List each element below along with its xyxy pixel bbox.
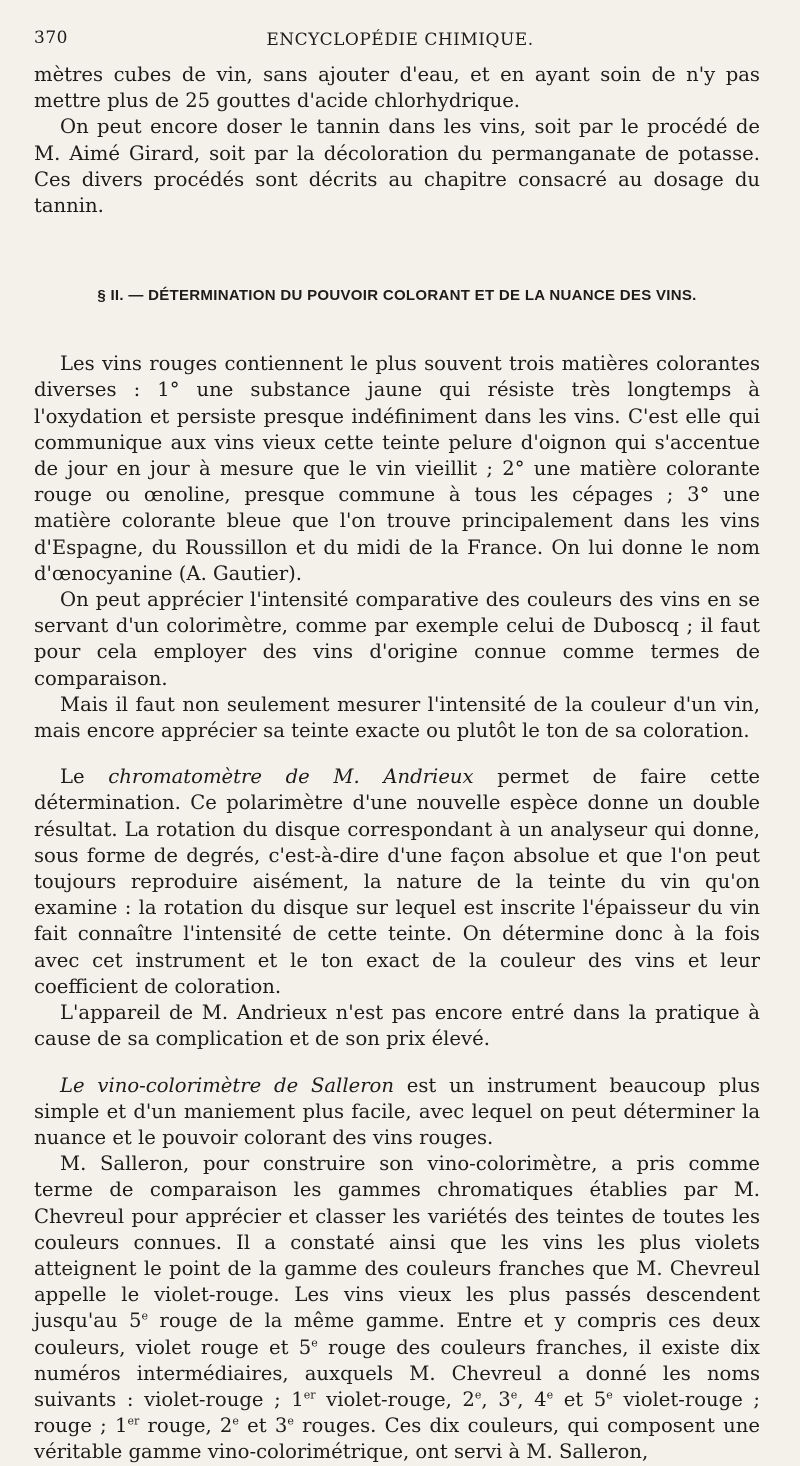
p9-part: rouge des couleurs franches, il existe dix numéros intermédiaires, auxquels M. Chevreul a donné les noms suivants : violet-rouge ; 1 [34,1335,760,1411]
p9-part: rouges. Ces dix couleurs, qui composent une véritable gamme vino-colorimétrique, ont servi à M. Salleron, [34,1414,760,1464]
superscript: e [474,1388,482,1402]
page-header [34,28,760,62]
running-title: ENCYCLOPÉDIE CHIMIQUE. [266,30,534,50]
page-number: 370 [34,28,68,48]
p9-part: rouge de la même gamme. Entre et y compris ces deux couleurs, violet rouge et 5 [34,1309,760,1359]
paragraph-vino-colorimeter [34,1073,760,1152]
section-heading: § II. — DÉTERMINATION DU POUVOIR COLORANT ET DE LA NUANCE DES VINS. [97,287,697,305]
superscript: e [232,1414,239,1428]
superscript: er [303,1388,316,1402]
superscript: er [127,1414,140,1428]
p9-part: , 3 [481,1387,511,1411]
p9-part: violet-rouge ; rouge ; 1 [34,1387,761,1438]
p9-part: , 4 [517,1387,547,1411]
paragraph-salleron [34,1151,760,1465]
p6-body: permet de faire cette détermination. Ce polarimètre d'une nouvelle espèce donne un double résultat. La rotation du disque correspondant à un analyseur qui donne, sous forme de degrés, c'est-à-dire d'une façon absolue et que l'on peut toujours reproduire aisément, la nature de la teinte du vin qu'on examine : la rotation du disque sur lequel est inscrite l'épaisseur du vin fait connaître l'intensité de cette teinte. On détermine donc à la fois avec cet instrument et le ton exact de la couleur des vins et leur coefficient de coloration. [34,765,761,998]
paragraph-andrieux: L'appareil de M. Andrieux n'est pas encore entré dans la pratique à cause de sa complication et de son prix élevé. [34,1001,760,1051]
chromatometer-term: chromatomètre de M. Andrieux [108,765,474,789]
superscript: e [510,1388,518,1402]
paragraph-hue: Mais il faut non seulement mesurer l'intensité de la couleur d'un vin, mais encore apprécier sa teinte exacte ou plutôt le ton de sa coloration. [34,692,760,743]
p9-part: violet-rouge, 2 [315,1387,475,1411]
superscript: e [141,1309,149,1323]
p9-part: et 5 [553,1387,607,1411]
superscript: e [311,1336,318,1349]
p6-lead: Le [60,765,85,789]
vino-colorimeter-term: Le vino-colorimètre de Salleron [60,1073,394,1097]
superscript: e [287,1414,294,1428]
p9-part: M. Salleron, pour construire son vino-colorimètre, a pris comme terme de comparaison les gammes chromatiques établies par M. Chevreul pour apprécier et classer les variétés des teintes de toutes les couleurs connues. Il a constaté ainsi que les vins les plus violets atteignent le point de la gamme des couleurs franches que M. Chevreul appelle le violet-rouge. Les vins vieux les plus passés descendent jusqu'au 5 [34,1152,760,1333]
p9-part: rouge, 2 [139,1414,233,1438]
superscript: e [606,1388,613,1402]
paragraph-continuation: mètres cubes de vin, sans ajouter d'eau, et en ayant soin de n'y pas mettre plus de 25 gouttes d'acide chlorhydrique. [34,63,760,113]
paragraph-coloring-matters: Les vins rouges contiennent le plus souvent trois matières colorantes diverses : 1° une substance jaune qui résiste très longtemps à l'oxydation et persiste presque indéfiniment dans les vins. C'est elle qui communique aux vins vieux cette teinte pelure d'oignon qui s'accentue de jour en jour à mesure que le vin vieillit ; 2° une matière colorante rouge ou œnoline, presque commune à tous les cépages ; 3° une matière colorante bleue que l'on trouve principalement dans les vins d'Espagne, du Roussillon et du midi de la France. On lui donne le nom d'œnocyanine (A. Gautier). [34,352,760,585]
superscript: e [546,1388,554,1402]
paragraph-tannin: On peut encore doser le tannin dans les vins, soit par le procédé de M. Aimé Girard, soit par la décoloration du permanganate de potasse. Ces divers procédés sont décrits au chapitre consacré au dosage du tannin. [34,115,760,218]
paragraph-chromatometer [34,764,760,1000]
p9-part: et 3 [238,1414,288,1438]
p8-body: est un instrument beaucoup plus simple et d'un maniement plus facile, avec lequel on peut déterminer la nuance et le pouvoir colorant des vins rouges. [34,1073,761,1149]
paragraph-colorimeter: On peut apprécier l'intensité comparative des couleurs des vins en se servant d'un colorimètre, comme par exemple celui de Duboscq ; il faut pour cela employer des vins d'origine connue comme termes de comparaison. [34,588,760,690]
